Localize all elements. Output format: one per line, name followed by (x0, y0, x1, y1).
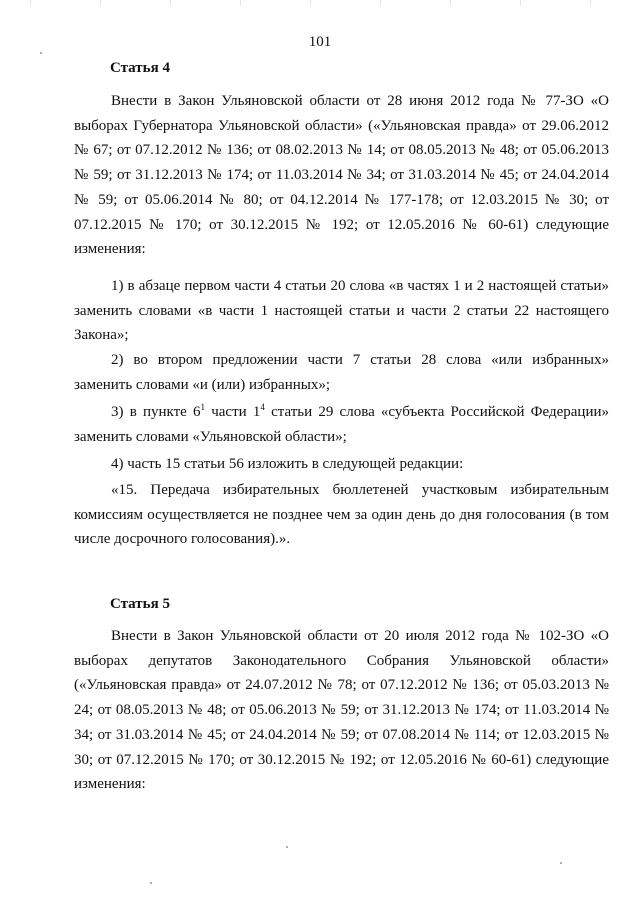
scan-edge (0, 0, 640, 6)
article-4-item-2: 2) во втором предложении части 7 статьи 28 слова «или избранных» заменить словами «и (или) избранных»; (74, 352, 609, 393)
item-3-text-b: части 1 (205, 404, 261, 420)
scan-speck (40, 52, 42, 54)
scan-speck (560, 862, 562, 864)
article-4-item-3 (74, 400, 609, 449)
scan-speck (286, 846, 288, 848)
article-5-intro: Внести в Закон Ульяновской области от 20 июля 2012 года № 102-ЗО «О выборах депутатов Законодательного Собрания Ульяновской области» («Ульяновская правда» от 24.07.2012 № 78; от 07.12.2012 № 136; от 05.03.2013 № 24; от 08.05.2013 № 48; от 05.06.2013 № 59; от 31.12.2013 № 174; от 11.03.2014 № 34; от 31.03.2014 № 45; от 24.04.2014 № 59; от 07.08.2014 № 114; от 12.03.2015 № 30; от 07.12.2015 № 170; от 30.12.2015 № 192; от 12.05.2016 № 60-61) следующие изменения: (74, 628, 609, 793)
scan-speck (150, 882, 152, 884)
item-3-sup-1: 1 (200, 402, 206, 412)
article-4-heading: Статья 4 (110, 60, 170, 76)
article-4-item-4: 4) часть 15 статьи 56 изложить в следующей редакции: (111, 456, 464, 472)
item-3-text-a: 3) в пункте 6 (111, 404, 201, 420)
article-4-quote: «15. Передача избирательных бюллетеней участковым избирательным комиссиям осуществляется не позднее чем за один день до дня голосования (в том числе досрочного голосования).». (74, 482, 609, 548)
page-number: 101 (308, 34, 332, 50)
item-3-sup-2: 4 (260, 402, 265, 412)
item-3-text-c: статьи 29 слова «субъекта Российской Федерации» заменить словами «Ульяновской области»; (74, 404, 610, 445)
article-4-item-1: 1) в абзаце первом части 4 статьи 20 слова «в частях 1 и 2 настоящей статьи» заменить словами «в части 1 настоящей статьи и части 2 статьи 22 настоящего Закона»; (74, 278, 609, 344)
article-4-intro: Внести в Закон Ульяновской области от 28 июня 2012 года № 77-ЗО «О выборах Губернатора Ульяновской области» («Ульяновская правда» от 29.06.2012 № 67; от 07.12.2012 № 136; от 08.02.2013 № 14; от 08.05.2013 № 48; от 05.06.2013 № 59; от 31.12.2013 № 174; от 11.03.2014 № 34; от 31.03.2014 № 45; от 24.04.2014 № 59; от 05.06.2014 № 80; от 04.12.2014 № 177-178; от 12.03.2015 № 30; от 07.12.2015 № 170; от 30.12.2015 № 192; от 12.05.2016 № 60-61) следующие изменения: (74, 93, 609, 258)
article-5-heading: Статья 5 (110, 596, 170, 612)
